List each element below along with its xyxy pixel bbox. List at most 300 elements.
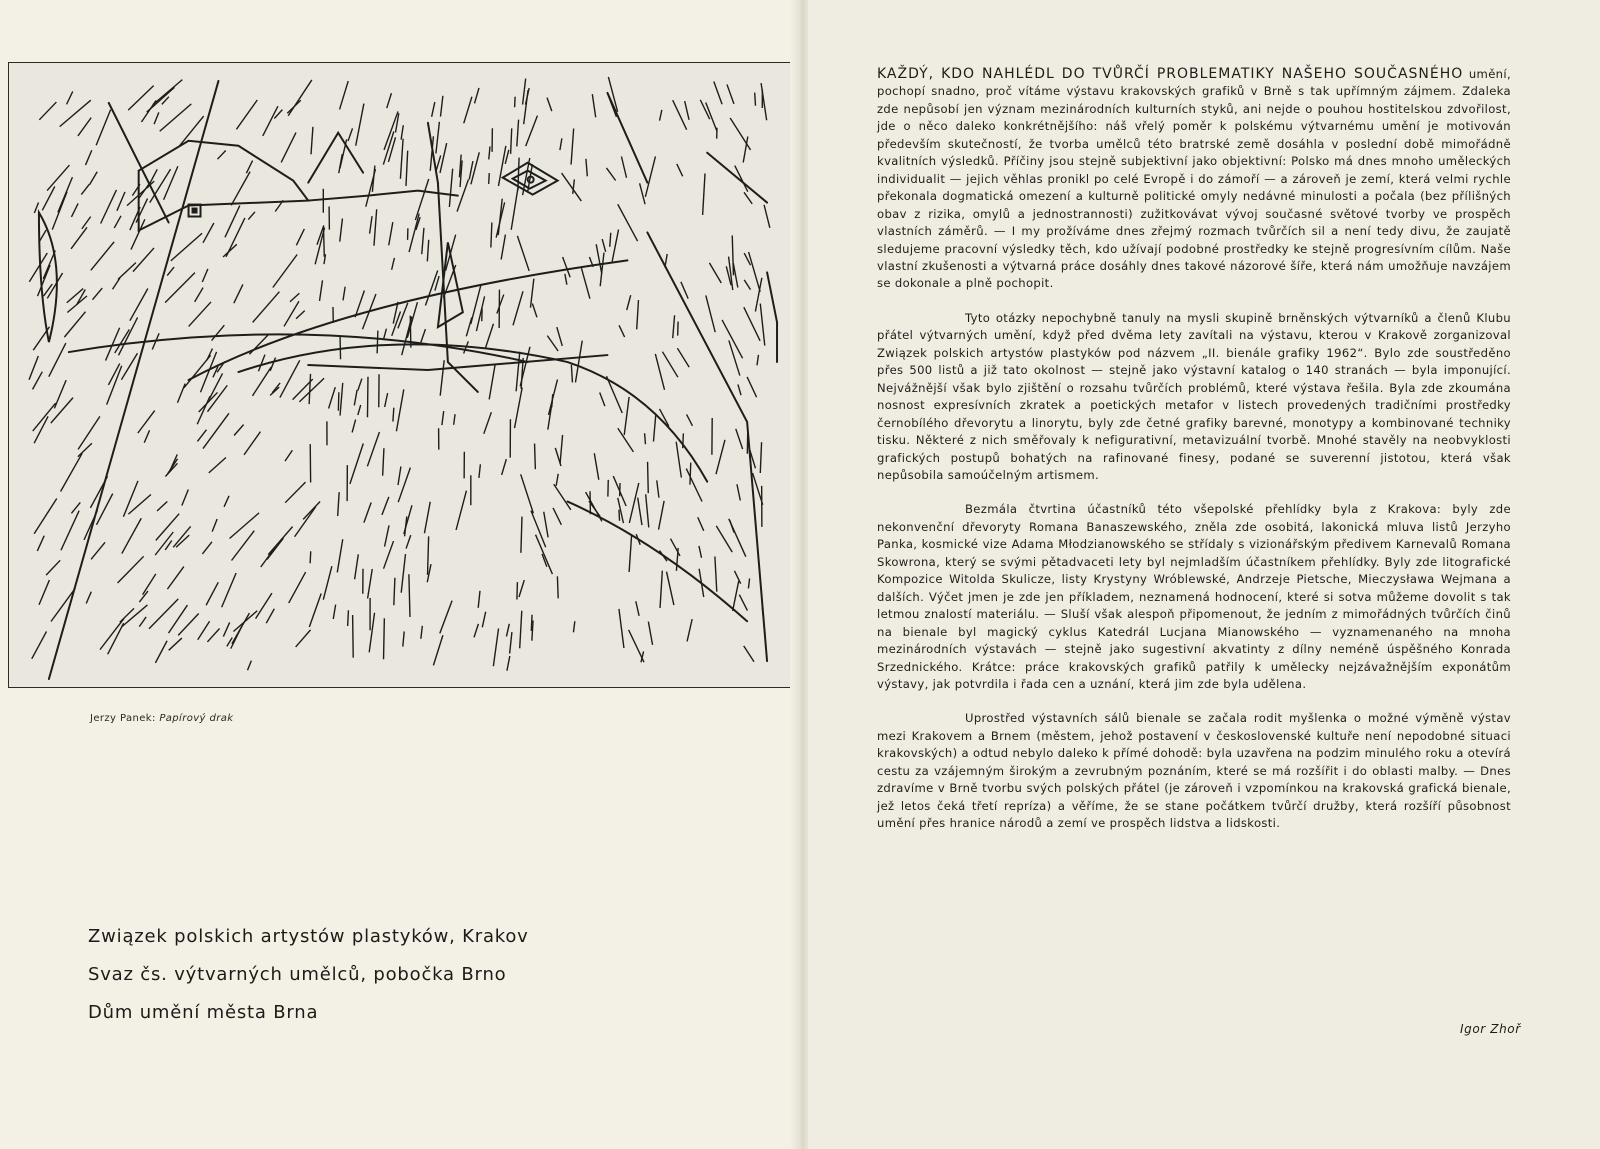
hatch-stroke: [195, 288, 203, 302]
hatch-stroke: [606, 168, 615, 181]
hatch-stroke: [760, 304, 764, 346]
hatch-stroke: [479, 464, 480, 478]
hatch-stroke: [224, 496, 229, 507]
hatch-stroke: [284, 301, 299, 326]
hatch-stroke: [398, 467, 401, 486]
hatch-stroke: [92, 288, 102, 300]
hatch-stroke: [165, 273, 195, 303]
hatch-stroke: [178, 614, 199, 636]
hatch-stroke: [560, 138, 562, 150]
hatch-stroke: [47, 165, 69, 191]
hatch-stroke: [706, 102, 717, 131]
hatch-stroke: [520, 611, 522, 649]
hatch-stroke: [374, 209, 377, 245]
hatch-stroke: [382, 497, 389, 515]
hatch-stroke: [744, 646, 754, 662]
hatch-stroke: [189, 302, 211, 327]
hatch-stroke: [606, 376, 622, 413]
hatch-stroke: [256, 593, 272, 619]
hatch-stroke: [484, 412, 492, 434]
hatch-stroke: [268, 527, 292, 555]
hatch-stroke: [78, 443, 92, 456]
hatch-stroke: [39, 102, 56, 120]
hatch-stroke: [42, 187, 54, 211]
hatch-stroke: [340, 219, 343, 242]
publisher-line-3: Dům umění města Brna: [88, 1002, 319, 1023]
hatch-stroke: [497, 295, 504, 314]
hatch-stroke: [165, 463, 177, 476]
hatch-stroke: [198, 621, 210, 640]
hatch-stroke: [43, 250, 55, 278]
hatch-stroke: [734, 571, 740, 584]
hatch-stroke: [596, 244, 602, 274]
hatch-stroke: [202, 269, 208, 282]
hatch-stroke: [428, 536, 429, 574]
hatch-stroke: [629, 535, 631, 572]
hatch-stroke: [489, 364, 495, 400]
hatch-stroke: [236, 100, 257, 129]
hatch-stroke: [659, 501, 665, 530]
hatch-stroke: [517, 236, 529, 271]
hatch-stroke: [340, 383, 343, 416]
hatch-stroke: [748, 578, 749, 588]
hatch-stroke: [505, 150, 509, 164]
hatch-stroke: [618, 204, 638, 241]
hatch-stroke: [393, 408, 394, 422]
hatch-stroke: [368, 569, 373, 599]
hatch-stroke: [337, 539, 342, 572]
hatch-stroke: [217, 151, 225, 160]
hatch-stroke: [510, 632, 512, 653]
hatch-stroke: [120, 608, 134, 622]
hatch-stroke: [90, 172, 98, 185]
hatch-stroke: [234, 425, 244, 436]
hatch-stroke: [739, 595, 747, 611]
hatch-stroke: [58, 177, 73, 212]
hatch-stroke: [114, 216, 121, 228]
hatch-stroke: [147, 169, 157, 188]
hatch-stroke: [366, 169, 376, 207]
hatch-stroke: [673, 100, 687, 130]
hatch-stroke: [653, 415, 655, 442]
hatch-stroke: [54, 380, 66, 408]
hatch-stroke: [113, 278, 120, 289]
hatch-stroke: [108, 623, 124, 654]
hatch-stroke: [358, 405, 361, 415]
hatch-stroke: [280, 360, 300, 397]
hatch-stroke: [440, 360, 444, 396]
article-paragraph-1: [877, 66, 1511, 293]
hatch-stroke: [436, 155, 440, 170]
hatch-stroke: [747, 377, 756, 397]
hatch-stroke: [247, 661, 251, 671]
hatch-stroke: [51, 398, 73, 424]
hatch-stroke: [38, 265, 51, 296]
hatch-stroke: [676, 442, 681, 478]
hatch-stroke: [715, 557, 717, 592]
hatch-stroke: [253, 292, 280, 323]
hatch-stroke: [476, 296, 484, 331]
hatch-stroke: [602, 239, 605, 252]
hatch-stroke: [421, 329, 426, 342]
hatch-stroke: [288, 80, 312, 116]
hatch-stroke: [744, 307, 760, 341]
hatch-stroke: [401, 554, 405, 593]
hatch-stroke: [354, 390, 357, 406]
hatch-stroke: [433, 635, 442, 665]
hatch-stroke: [352, 420, 355, 433]
hatch-stroke: [155, 641, 167, 663]
hatch-stroke: [96, 494, 112, 525]
hatch-stroke: [81, 184, 89, 194]
hatch-stroke: [212, 519, 217, 532]
hatch-stroke: [760, 442, 761, 473]
hatch-stroke: [511, 187, 518, 230]
hatch-stroke: [232, 613, 249, 644]
article-paragraph-4: Uprostřed výstavních sálů bienale se začala rodit myšlenka o možné výměně výstav mezi Krakovem a Brnem (městem, jehož postavení v československé kultuře není nepodobné situaci krakovských) a odtud nebylo daleko k přímé dohodě: byla uzavřena na podzim minulého roku a otevírá cestu za vzájemným širokým a zevrubným poznáním, které se má rozšířit i do oblasti malby. — Dnes zdravíme v Brně tvorbu svých polských přátel (je zároveň i vzpomínkou na krakovská grafická bienale, jež letos čeká třetí repríza) a věříme, že se stane počátkem tvůrčí družby, která rozšíří působnost umění přes hranice národů a zemí ve prospěch lidstva a lidskosti.: [877, 711, 1511, 831]
hatch-stroke: [29, 356, 38, 380]
hatch-stroke: [91, 542, 105, 559]
hatch-stroke: [610, 233, 611, 247]
hatch-stroke: [143, 574, 156, 595]
hatch-stroke: [755, 93, 756, 106]
hatch-stroke: [33, 372, 43, 390]
hatch-stroke: [71, 203, 78, 216]
hatch-stroke: [270, 387, 279, 395]
hatch-stroke: [246, 161, 252, 174]
hatch-stroke: [515, 387, 523, 428]
hatch-stroke: [677, 164, 683, 176]
hatch-stroke: [248, 212, 255, 220]
hatch-stroke: [612, 230, 618, 262]
hatch-stroke: [409, 214, 419, 252]
hatch-stroke: [394, 578, 395, 605]
hatch-stroke: [474, 624, 478, 637]
hatch-stroke: [128, 86, 153, 111]
hatch-stroke: [621, 157, 626, 178]
hatch-stroke: [507, 656, 510, 671]
hatch-stroke: [202, 542, 212, 554]
hatch-stroke: [167, 567, 183, 590]
hatch-stroke: [493, 628, 498, 666]
hatch-stroke: [478, 591, 480, 608]
hatch-stroke: [144, 430, 149, 442]
hatch-stroke: [517, 120, 519, 147]
hatch-stroke: [33, 403, 56, 431]
hatch-stroke: [714, 82, 722, 105]
hatch-stroke: [323, 566, 332, 599]
hatch-stroke: [154, 112, 159, 124]
hatch-stroke: [78, 118, 91, 136]
hatch-stroke: [150, 169, 171, 202]
hatch-stroke: [71, 227, 87, 249]
hatch-stroke: [167, 267, 174, 276]
hatch-stroke: [209, 373, 222, 399]
hatch-stroke: [544, 512, 548, 538]
hatch-stroke: [744, 280, 750, 290]
hatch-stroke: [296, 630, 311, 647]
hatch-stroke: [619, 325, 625, 337]
hatch-stroke: [223, 244, 237, 257]
hatch-stroke: [203, 413, 229, 448]
hatch-stroke: [513, 291, 523, 325]
hatch-stroke: [440, 96, 442, 117]
hatch-stroke: [581, 268, 589, 299]
hatch-stroke: [355, 554, 359, 579]
caption-artist: Jerzy Panek:: [90, 713, 156, 724]
hatch-stroke: [662, 352, 677, 378]
hatch-stroke: [333, 605, 335, 619]
hatch-stroke: [624, 397, 629, 435]
hatch-stroke: [46, 560, 60, 575]
linocut-drawing: [9, 63, 791, 687]
publisher-line-1: Związek polskich artystów plastyków, Krakov: [88, 926, 529, 947]
hatch-stroke: [629, 483, 638, 523]
hatch-stroke: [222, 573, 236, 607]
hatch-stroke: [498, 146, 505, 186]
hatch-stroke: [421, 626, 422, 639]
hatch-stroke: [86, 592, 91, 604]
hatch-stroke: [511, 128, 512, 154]
hatch-stroke: [223, 622, 229, 636]
hatch-stroke: [169, 638, 182, 650]
hatch-stroke: [320, 280, 323, 301]
hatch-stroke: [171, 233, 202, 261]
hatch-stroke: [557, 576, 558, 598]
hatch-stroke: [573, 621, 574, 632]
hatch-stroke: [706, 295, 715, 332]
hatch-stroke: [141, 100, 156, 122]
hatch-stroke: [157, 501, 167, 510]
hatch-stroke: [687, 619, 692, 641]
hatch-stroke: [648, 622, 652, 645]
hatch-stroke: [377, 331, 378, 354]
hatch-stroke: [396, 389, 403, 431]
hatch-stroke: [117, 192, 125, 211]
hatch-stroke: [139, 617, 146, 627]
hatch-stroke: [252, 367, 271, 396]
hatch-stroke: [295, 507, 316, 537]
hatch-stroke: [91, 242, 114, 271]
hatch-stroke: [645, 433, 646, 444]
hatch-stroke: [673, 315, 675, 338]
hatch-stroke: [266, 609, 274, 623]
hatch-stroke: [667, 572, 674, 605]
hatch-stroke: [364, 502, 371, 522]
hatch-stroke: [61, 511, 79, 551]
hatch-stroke: [78, 416, 100, 449]
hatch-stroke: [737, 484, 740, 500]
hatch-stroke: [84, 510, 97, 540]
hatch-stroke: [660, 571, 662, 608]
hatch-stroke: [296, 229, 304, 245]
hatch-stroke: [311, 127, 313, 155]
hatch-stroke: [698, 517, 704, 531]
hatch-stroke: [155, 532, 173, 555]
hatch-stroke: [619, 609, 624, 648]
hatch-stroke: [86, 150, 92, 165]
hatch-stroke: [207, 385, 227, 411]
hatch-stroke: [547, 336, 558, 351]
hatch-stroke: [370, 216, 372, 233]
hatch-stroke: [485, 324, 493, 348]
hatch-stroke: [549, 379, 558, 414]
hatch-stroke: [744, 192, 752, 204]
hatch-stroke: [32, 631, 47, 658]
hatch-stroke: [156, 514, 179, 541]
article-paragraph-2: Tyto otázky nepochybně tanuly na mysli skupině brněnských výtvarníků a členů Klubu přátel výtvarných umění, když před dvěma lety zavítali na výstavu, kterou v Krakově zorganizoval Związek polskich artystów plastyków pod názvem „II. bienále grafiky 1962“. Bylo zde soustředěno přes 500 listů a již tato okolnost — stejně jako výstavní katalog o 140 stranách — byla imponující. Nejvážnější však bylo zjištění o rozsahu tvůrčích problémů, které výstava řešila. Byla zde zkoumána nosnost expresívních zkratek a poetických metafor v listech provedených tradičními prostředky černobílého dřevorytu a linorytu, byly zde četné grafiky barevné, monotypy a kombinované techniky tisku. Některé z nich směřovaly k nefigurativní, metavizuální tvorbě. Mnohé stavěly na neobvyklosti grafických postupů bohatých na rafinované finesy, podané se suverenní jistotou, která však nepůsobila samoúčelným artismem.: [877, 310, 1511, 482]
hatch-stroke: [645, 156, 655, 196]
hatch-stroke: [627, 295, 631, 310]
hatch-stroke: [532, 304, 537, 318]
hatch-stroke: [285, 482, 305, 503]
article-paragraph-3: Bezmála čtvrtina účastníků této všepolské přehlídky byla z Krakova: byly zde nekonvenční dřevoryty Romana Banaszewského, zněla zde osobitá, lakonická mluva listů Jerzyho Panka, kosmické vize Adama Młodzianowského se střídaly s vizionářským předivem Karnevalů Romana Skowrona, který se svými pětadvaceti lety byl nejmladším účastníkem přehlídky. Byly zde litografické Kompozice Witolda Skulicze, listy Krystyny Wróblewské, Andrzeje Pietsche, Mieczysława Wejmana a dalších. Výčet jmen je zde jen příkladem, neznamená hodnocení, které si sotva můžeme dovolit s tak letmou znalostí materiálu. — Sluší však alespoň připomenout, že jedním z mimořádných tvůrčích činů na bienale byl magický cyklus Katedrál Lucjana Mianowského — vyznamenaného na mnoha mezinárodních výstavách — stejně jako sugestivní akvatinty z dílny neméně úspěšného Konrada Srzednického. Krátce: práce krakovských grafiků patřily k umělecky nejzávažnějším exponátům výstavy, jak potvrdila i řada cen a uznání, která jim zde byla udělena.: [877, 502, 1511, 691]
hatch-stroke: [594, 453, 598, 480]
hatch-stroke: [340, 81, 349, 109]
hatch-stroke: [553, 508, 561, 525]
hatch-stroke: [392, 258, 395, 270]
hatch-stroke: [350, 443, 363, 483]
article-author: Igor Zhoř: [1460, 1022, 1521, 1036]
hatch-stroke: [432, 102, 435, 117]
hatch-stroke: [64, 312, 85, 337]
hatch-stroke: [138, 411, 155, 434]
hatch-stroke: [523, 79, 526, 105]
hatch-stroke: [49, 343, 66, 377]
hatch-stroke: [547, 98, 552, 112]
hatch-stroke: [491, 222, 492, 247]
hatch-stroke: [536, 535, 553, 574]
hatch-stroke: [61, 453, 83, 491]
hatch-stroke: [47, 273, 62, 298]
hatch-stroke: [526, 116, 538, 147]
hatch-stroke: [687, 414, 693, 425]
hatch-stroke: [338, 492, 339, 516]
hatch-stroke: [716, 526, 732, 552]
hatch-stroke: [388, 137, 395, 162]
hatch-stroke: [407, 302, 417, 338]
hatch-stroke: [454, 414, 455, 425]
hatch-stroke: [489, 146, 490, 159]
hatch-stroke: [665, 254, 667, 267]
hatch-stroke: [677, 348, 689, 367]
hatch-stroke: [231, 172, 250, 206]
hatch-stroke: [39, 580, 49, 605]
hatch-stroke: [521, 517, 522, 553]
hatch-stroke: [234, 284, 243, 303]
hatch-stroke: [207, 628, 219, 641]
hatch-stroke: [619, 510, 620, 521]
hatch-stroke: [385, 393, 388, 407]
hatch-stroke: [727, 84, 734, 103]
hatch-stroke: [244, 432, 260, 455]
hatch-stroke: [436, 122, 439, 154]
hatch-stroke: [367, 432, 379, 466]
hatch-stroke: [164, 166, 178, 199]
hatch-stroke: [289, 572, 306, 603]
hatch-stroke: [671, 539, 680, 556]
hatch-stroke: [502, 459, 507, 475]
hatch-stroke: [563, 257, 571, 277]
article-lead-in: KAŽDÝ, KDO NAHLÉDL DO TVŮRČÍ PROBLEMATIKY NAŠEHO SOUČASNÉHO: [877, 66, 1464, 82]
hatch-stroke: [387, 93, 392, 108]
hatch-stroke: [501, 235, 505, 260]
hatch-stroke: [315, 228, 324, 265]
hatch-stroke: [506, 624, 509, 637]
hatch-stroke: [764, 205, 770, 228]
hatch-stroke: [422, 228, 424, 254]
hatch-stroke: [303, 501, 320, 519]
hatch-stroke: [592, 94, 595, 117]
hatch-stroke: [119, 317, 138, 355]
hatch-stroke: [348, 610, 349, 626]
hatch-stroke: [206, 582, 218, 605]
hatch-stroke: [400, 139, 403, 179]
hatch-stroke: [518, 158, 519, 191]
hatch-stroke: [586, 159, 587, 177]
hatch-stroke: [329, 387, 336, 408]
hatch-stroke: [557, 327, 562, 346]
hatch-stroke: [177, 384, 185, 403]
hatch-stroke: [686, 469, 702, 502]
hatch-stroke: [299, 378, 324, 402]
hatch-stroke: [353, 615, 354, 658]
hatch-stroke: [270, 358, 275, 371]
hatch-stroke: [618, 428, 634, 452]
hatch-stroke: [44, 284, 53, 296]
hatch-stroke: [636, 601, 639, 616]
hatch-stroke: [383, 448, 384, 476]
hatch-stroke: [33, 327, 49, 350]
hatch-stroke: [133, 248, 154, 272]
hatch-stroke: [230, 513, 260, 539]
hatch-stroke: [736, 429, 743, 449]
hatch-stroke: [571, 365, 572, 383]
hatch-stroke: [613, 476, 626, 506]
hatch-stroke: [384, 618, 385, 659]
hatch-stroke: [37, 536, 44, 551]
hatch-stroke: [464, 97, 472, 124]
hatch-stroke: [440, 601, 452, 634]
hatch-stroke: [147, 87, 175, 112]
hatch-stroke: [735, 166, 748, 192]
hatch-stroke: [703, 173, 705, 214]
hatch-stroke: [96, 110, 110, 146]
hatch-stroke: [638, 498, 642, 526]
hatch-stroke: [732, 235, 733, 275]
hatch-stroke: [757, 355, 758, 365]
hatch-stroke: [122, 518, 141, 553]
hatch-stroke: [348, 128, 352, 141]
hatch-stroke: [343, 287, 345, 301]
hatch-stroke: [442, 411, 444, 425]
publishers-block: [88, 926, 529, 1040]
hatch-stroke: [358, 379, 362, 391]
hatch-stroke: [749, 252, 761, 292]
hatch-stroke: [489, 173, 490, 184]
hatch-stroke: [646, 494, 649, 527]
hatch-stroke: [34, 499, 57, 534]
hatch-stroke: [406, 151, 408, 186]
hatch-stroke: [67, 91, 73, 104]
hatch-stroke: [339, 154, 342, 173]
article-text: [877, 66, 1511, 850]
hatch-stroke: [521, 474, 534, 513]
hatch-stroke: [258, 355, 264, 372]
hatch-stroke: [203, 223, 214, 243]
hatch-stroke: [699, 546, 702, 558]
hatch-stroke: [227, 638, 232, 647]
